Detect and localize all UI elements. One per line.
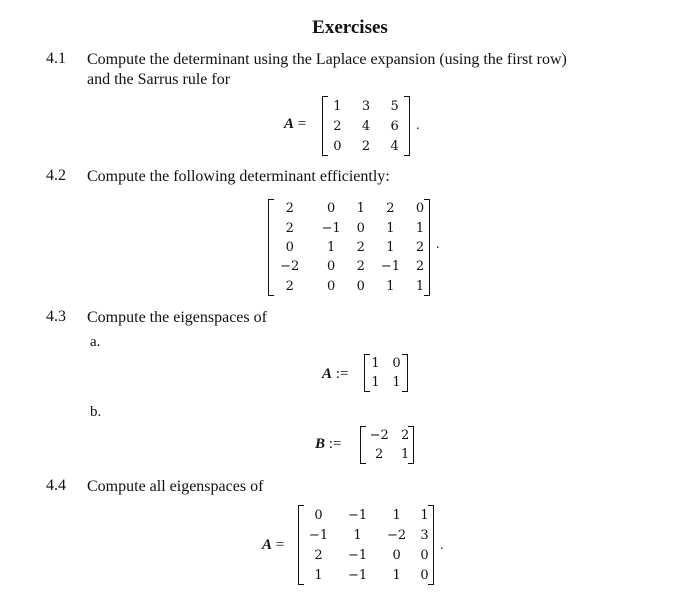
- matrix-cell: 1: [386, 278, 395, 294]
- matrix-cells: [361, 426, 413, 464]
- exercise-text: and the Sarrus rule for: [87, 71, 231, 88]
- exercise-text: Compute all eigenspaces of: [87, 478, 264, 495]
- exercise-text: Compute the determinant using the Laplace expansion (using the first row): [87, 51, 567, 68]
- matrix-cell: 1: [401, 447, 410, 462]
- matrix-cell: 2: [401, 428, 410, 443]
- matrix-cell: 0: [326, 201, 336, 217]
- matrix-cells: [299, 505, 433, 585]
- matrix-cell: 2: [375, 447, 384, 462]
- exercise-text: Compute the eigenspaces of: [87, 309, 267, 326]
- matrix-cell: 1: [314, 567, 323, 583]
- matrix-cell: 2: [314, 547, 323, 563]
- matrix-cell: −1: [308, 527, 329, 543]
- matrix-cell: 3: [361, 98, 371, 114]
- matrix-label: [322, 366, 348, 383]
- matrix-cells: [269, 199, 429, 296]
- exercise-number: 4.2: [46, 167, 66, 184]
- matrix-cell: −1: [380, 259, 400, 275]
- matrix-cell: 1: [392, 567, 401, 583]
- matrix-cell: 1: [392, 375, 401, 390]
- matrix-cells: [365, 354, 407, 392]
- matrix-cells: [323, 96, 409, 156]
- matrix-cell: 2: [415, 259, 425, 275]
- matrix-cell: 1: [356, 201, 365, 217]
- matrix-cell: 0: [392, 356, 401, 371]
- matrix-name: B: [315, 436, 326, 452]
- period: .: [436, 237, 440, 252]
- matrix-cell: 2: [415, 239, 425, 255]
- part-label: a.: [90, 334, 101, 350]
- matrix-cell: 2: [285, 278, 294, 294]
- matrix: [364, 354, 408, 392]
- matrix-cell: 2: [285, 220, 294, 236]
- part-label: b.: [90, 404, 102, 420]
- matrix-cell: 1: [353, 527, 362, 543]
- matrix-cell: −2: [280, 259, 300, 275]
- matrix-label: [284, 116, 306, 133]
- matrix-cell: 0: [392, 547, 401, 563]
- matrix-cell: 2: [356, 239, 365, 255]
- matrix-label: [262, 537, 284, 554]
- matrix-cell: −2: [386, 527, 407, 543]
- matrix-cell: 1: [386, 220, 395, 236]
- exercise-number: 4.3: [46, 308, 66, 325]
- page-title: Exercises: [312, 17, 388, 38]
- matrix-cell: 1: [415, 220, 425, 236]
- matrix-name: A: [284, 116, 295, 132]
- matrix-cell: 0: [326, 278, 336, 294]
- matrix-label: [315, 436, 341, 453]
- matrix-cell: 0: [420, 567, 429, 583]
- matrix-cell: 4: [361, 118, 371, 134]
- equals-sign: =: [275, 537, 285, 553]
- matrix-cell: −1: [347, 507, 368, 523]
- matrix-cell: 2: [285, 201, 294, 217]
- matrix: [268, 199, 430, 296]
- exercise-number: 4.1: [46, 50, 66, 67]
- matrix-cell: 1: [415, 278, 425, 294]
- matrix-name: A: [322, 366, 333, 382]
- matrix-cell: 1: [371, 356, 380, 371]
- matrix-cell: 6: [390, 118, 399, 134]
- exercise-number: 4.4: [46, 477, 66, 494]
- matrix-cell: 0: [285, 239, 294, 255]
- matrix-cell: 1: [392, 507, 401, 523]
- assign-sign: :=: [328, 436, 342, 452]
- assign-sign: :=: [335, 366, 349, 382]
- matrix-cell: −1: [347, 547, 368, 563]
- matrix-cell: −2: [369, 428, 389, 443]
- matrix-cell: 3: [420, 527, 429, 543]
- matrix: [298, 505, 434, 585]
- matrix-cell: 2: [386, 201, 395, 217]
- equals-sign: =: [297, 116, 307, 132]
- matrix-cell: 4: [390, 138, 399, 154]
- matrix-cell: −1: [321, 220, 341, 236]
- matrix-cell: 0: [415, 201, 425, 217]
- matrix-cell: 0: [356, 220, 365, 236]
- matrix: [322, 96, 410, 156]
- matrix-cell: −1: [347, 567, 368, 583]
- matrix-cell: 0: [314, 507, 323, 523]
- matrix-name: A: [262, 537, 273, 553]
- matrix-cell: 5: [390, 98, 399, 114]
- period: .: [440, 538, 444, 553]
- matrix-cell: 1: [386, 239, 395, 255]
- matrix-cell: 1: [371, 375, 380, 390]
- matrix-cell: 1: [333, 98, 342, 114]
- matrix-cell: 1: [420, 507, 429, 523]
- exercise-text: Compute the following determinant efficiently:: [87, 168, 390, 185]
- matrix-cell: 0: [326, 259, 336, 275]
- period: .: [416, 118, 420, 133]
- matrix-cell: 2: [356, 259, 365, 275]
- matrix-cell: 0: [333, 138, 342, 154]
- matrix: [360, 426, 414, 464]
- matrix-cell: 2: [361, 138, 371, 154]
- matrix-cell: 2: [333, 118, 342, 134]
- matrix-cell: 1: [326, 239, 336, 255]
- matrix-cell: 0: [356, 278, 365, 294]
- matrix-cell: 0: [420, 547, 429, 563]
